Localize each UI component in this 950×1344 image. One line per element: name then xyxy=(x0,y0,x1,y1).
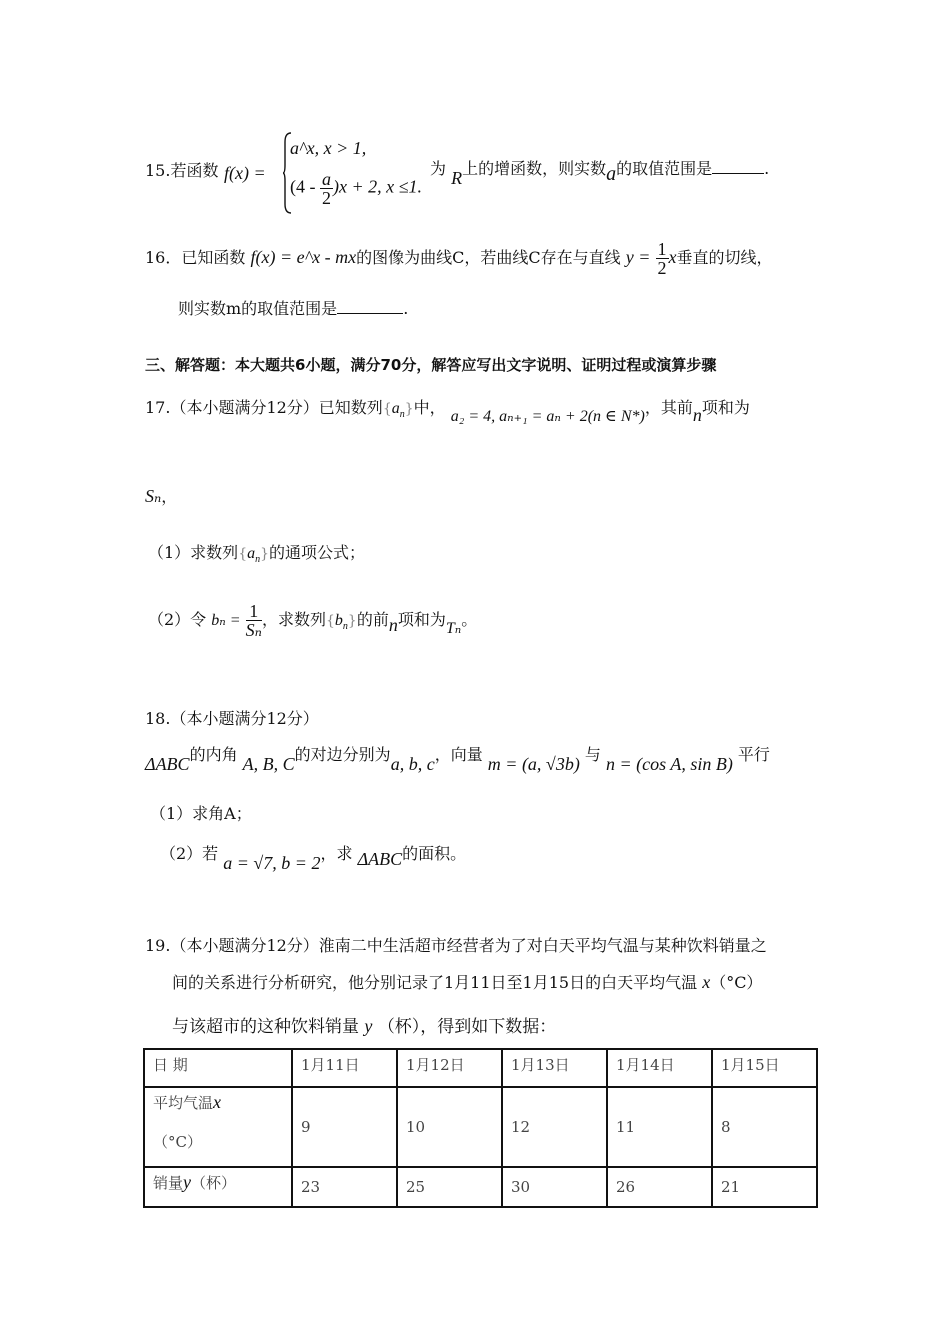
q17-bseq: b xyxy=(334,612,343,629)
q17-bn: bₙ = xyxy=(211,612,241,629)
row2-unit: （杯） xyxy=(191,1174,237,1192)
table-header-cell: 1月15日 xyxy=(712,1049,817,1087)
q17-p2-mid: ，求数列 xyxy=(261,610,326,629)
q17-p2-end: 。 xyxy=(461,610,478,629)
q18-p2-tri: ΔABC xyxy=(357,849,403,869)
q19-line2-text: 间的关系进行分析研究，他分别记录了1月11日至1月15日的白天平均气温 xyxy=(172,973,698,992)
q15-a: a xyxy=(606,163,617,185)
q17-frac-num: 1 xyxy=(246,602,262,621)
q17-Sn-tail: ， xyxy=(161,487,178,506)
q18-t1: 的内角 xyxy=(189,745,238,764)
q18-p2-mid: ，求 xyxy=(320,844,353,863)
table-row-label xyxy=(144,1087,292,1167)
table-header-cell: 1月11日 xyxy=(292,1049,397,1087)
q17-tail1: ，其前 xyxy=(644,398,693,417)
q16-line1 xyxy=(145,240,773,277)
q16-frac-num: 1 xyxy=(657,239,667,259)
q18-line1 xyxy=(145,742,770,774)
q18-p2: （2）若 xyxy=(160,844,219,863)
q16-expr: f(x) = e^x - mx xyxy=(250,247,357,267)
table-header-row xyxy=(144,1049,817,1087)
table-cell: 23 xyxy=(292,1167,397,1207)
q15-R: R xyxy=(451,168,463,188)
table-cell: 30 xyxy=(502,1167,607,1207)
q16-answer-blank xyxy=(337,299,403,314)
row1-unit: （°C） xyxy=(153,1133,202,1151)
q15-tail1: 上的增函数，则实数 xyxy=(462,159,607,178)
q19-line2 xyxy=(172,970,762,993)
q16-text2: 垂直的切线， xyxy=(676,248,773,267)
q17-an-sub: n xyxy=(399,409,405,421)
q15-frac-num: a xyxy=(322,169,331,189)
table-header-cell: 1月12日 xyxy=(397,1049,502,1087)
q17-bseq-sub: n xyxy=(342,621,348,633)
q17-an: a xyxy=(391,400,400,417)
q17-part1 xyxy=(148,540,365,565)
table-header-cell: 1月13日 xyxy=(502,1049,607,1087)
q17-p1-an-sub: n xyxy=(255,554,261,566)
q18-t5: 平行 xyxy=(737,745,770,764)
q18-p2-tail: 的面积。 xyxy=(402,844,467,863)
row1-label: 平均气温 xyxy=(153,1094,214,1112)
q17-tail2: 项和为 xyxy=(701,398,750,417)
table-row xyxy=(144,1087,817,1167)
q15-tail2: 的取值范围是 xyxy=(616,159,713,178)
q18-tri: ΔABC xyxy=(145,754,190,774)
q19-y: y xyxy=(364,1016,373,1036)
q17-p2-mid2: 的前 xyxy=(356,610,389,629)
q19-line3 xyxy=(172,1012,556,1037)
row1-var: x xyxy=(213,1092,222,1112)
q15-frac-den: 2 xyxy=(322,188,331,208)
q15-fraction xyxy=(320,170,333,207)
q17-n: n xyxy=(692,405,702,425)
table-cell: 25 xyxy=(397,1167,502,1207)
q18-p2-math: a = √7, b = 2 xyxy=(223,853,321,873)
q18-part1: （1）求角A； xyxy=(150,804,252,823)
q16-end: . xyxy=(403,299,409,318)
q19-line1: 19.（本小题满分12分）淮南二中生活超市经营者为了对白天平均气温与某种饮料销量之 xyxy=(145,936,767,955)
q17-p1: （1）求数列 xyxy=(148,543,239,562)
q17-p1-brace-left: { xyxy=(238,546,248,562)
q18-t2: 的对边分别为 xyxy=(294,745,391,764)
q17-Sn: Sₙ xyxy=(145,486,162,506)
table-row-label xyxy=(144,1167,292,1207)
q17-frac-den: Sₙ xyxy=(245,620,262,640)
q15-case1: a^x, x > 1, xyxy=(290,138,367,158)
q17-p2: （2）令 xyxy=(148,610,207,629)
data-table xyxy=(143,1048,818,1208)
q17-part2 xyxy=(148,602,477,639)
q17-sn-line xyxy=(145,484,177,507)
q18-angles: A, B, C xyxy=(242,754,295,774)
q18-t4: 与 xyxy=(584,745,601,764)
table-cell: 8 xyxy=(712,1087,817,1167)
q17-head: 17.（本小题满分12分）已知数列 xyxy=(145,398,383,417)
q17-line1 xyxy=(145,395,750,425)
q15-case2-post: )x + 2, x ≤1. xyxy=(333,176,422,197)
q16-y: y = xyxy=(625,247,651,267)
row2-label: 销量 xyxy=(153,1174,184,1192)
table-cell: 9 xyxy=(292,1087,397,1167)
table-cell: 26 xyxy=(607,1167,712,1207)
q18-sides: a, b, c xyxy=(390,754,435,774)
q16-frac-den: 2 xyxy=(657,258,667,278)
q15-answer-blank xyxy=(712,159,764,174)
q17-p1-an: a xyxy=(247,545,256,562)
q17-p2-brace-right: } xyxy=(347,613,357,629)
q15-tail xyxy=(430,156,770,188)
table-header-cell: 日 期 xyxy=(144,1049,292,1087)
table-header-cell: 1月14日 xyxy=(607,1049,712,1087)
table-cell: 21 xyxy=(712,1167,817,1207)
q16-lead: 已知函数 xyxy=(181,248,246,267)
q16-x: x xyxy=(668,247,677,267)
q17-cond: a₂ = 4, aₙ₊₁ = aₙ + 2(n ∈ N*) xyxy=(450,408,645,425)
q17-brace-left: { xyxy=(382,401,392,417)
q18-part2 xyxy=(160,841,467,873)
q19-x: x xyxy=(702,972,711,992)
q16-text1: 的图像为曲线C，若曲线C存在与直线 xyxy=(356,248,621,267)
q16-number: 16． xyxy=(145,248,182,267)
q16-line2 xyxy=(178,296,408,319)
table-row xyxy=(144,1167,817,1207)
q16-fraction xyxy=(656,240,669,277)
q15-num: 15. xyxy=(145,161,171,180)
q15-number xyxy=(145,158,218,181)
q17-fraction xyxy=(246,602,262,639)
table-cell: 12 xyxy=(502,1087,607,1167)
q15-fx: f(x) = xyxy=(224,163,266,183)
table-cell: 10 xyxy=(397,1087,502,1167)
q15-lead: 若函数 xyxy=(170,161,219,180)
q17-p2-n: n xyxy=(388,615,398,635)
q15-mid: 为 xyxy=(430,159,447,178)
q15-case2 xyxy=(290,170,422,207)
q17-p1-brace-right: } xyxy=(260,546,270,562)
q19-line3a: 与该超市的这种饮料销量 xyxy=(172,1017,359,1037)
q17-brace-right: } xyxy=(404,401,414,417)
table-cell: 11 xyxy=(607,1087,712,1167)
q17-p1-tail: 的通项公式； xyxy=(269,543,366,562)
q17-p2-brace-left: { xyxy=(325,613,335,629)
q17-p2-tail: 项和为 xyxy=(397,610,446,629)
q17-mid: 中， xyxy=(413,398,446,417)
q19-line3b: （杯），得到如下数据： xyxy=(377,1017,557,1037)
section-heading: 三、解答题：本大题共6小题，满分70分，解答应写出文字说明、证明过程或演算步骤 xyxy=(145,356,717,374)
q15-end: . xyxy=(764,159,770,178)
q18-m: m = (a, √3b) xyxy=(487,754,580,774)
q19-unit: （°C） xyxy=(710,973,763,992)
q18-head: 18.（本小题满分12分） xyxy=(145,709,319,728)
q18-t3: ，向量 xyxy=(434,745,483,764)
q17-Tn: Tₙ xyxy=(445,620,462,637)
q15-case2-pre: (4 - xyxy=(290,176,316,197)
row2-var: y xyxy=(183,1172,192,1192)
q18-n: n = (cos A, sin B) xyxy=(606,754,733,774)
q16-line2-text: 则实数m的取值范围是 xyxy=(178,299,338,318)
